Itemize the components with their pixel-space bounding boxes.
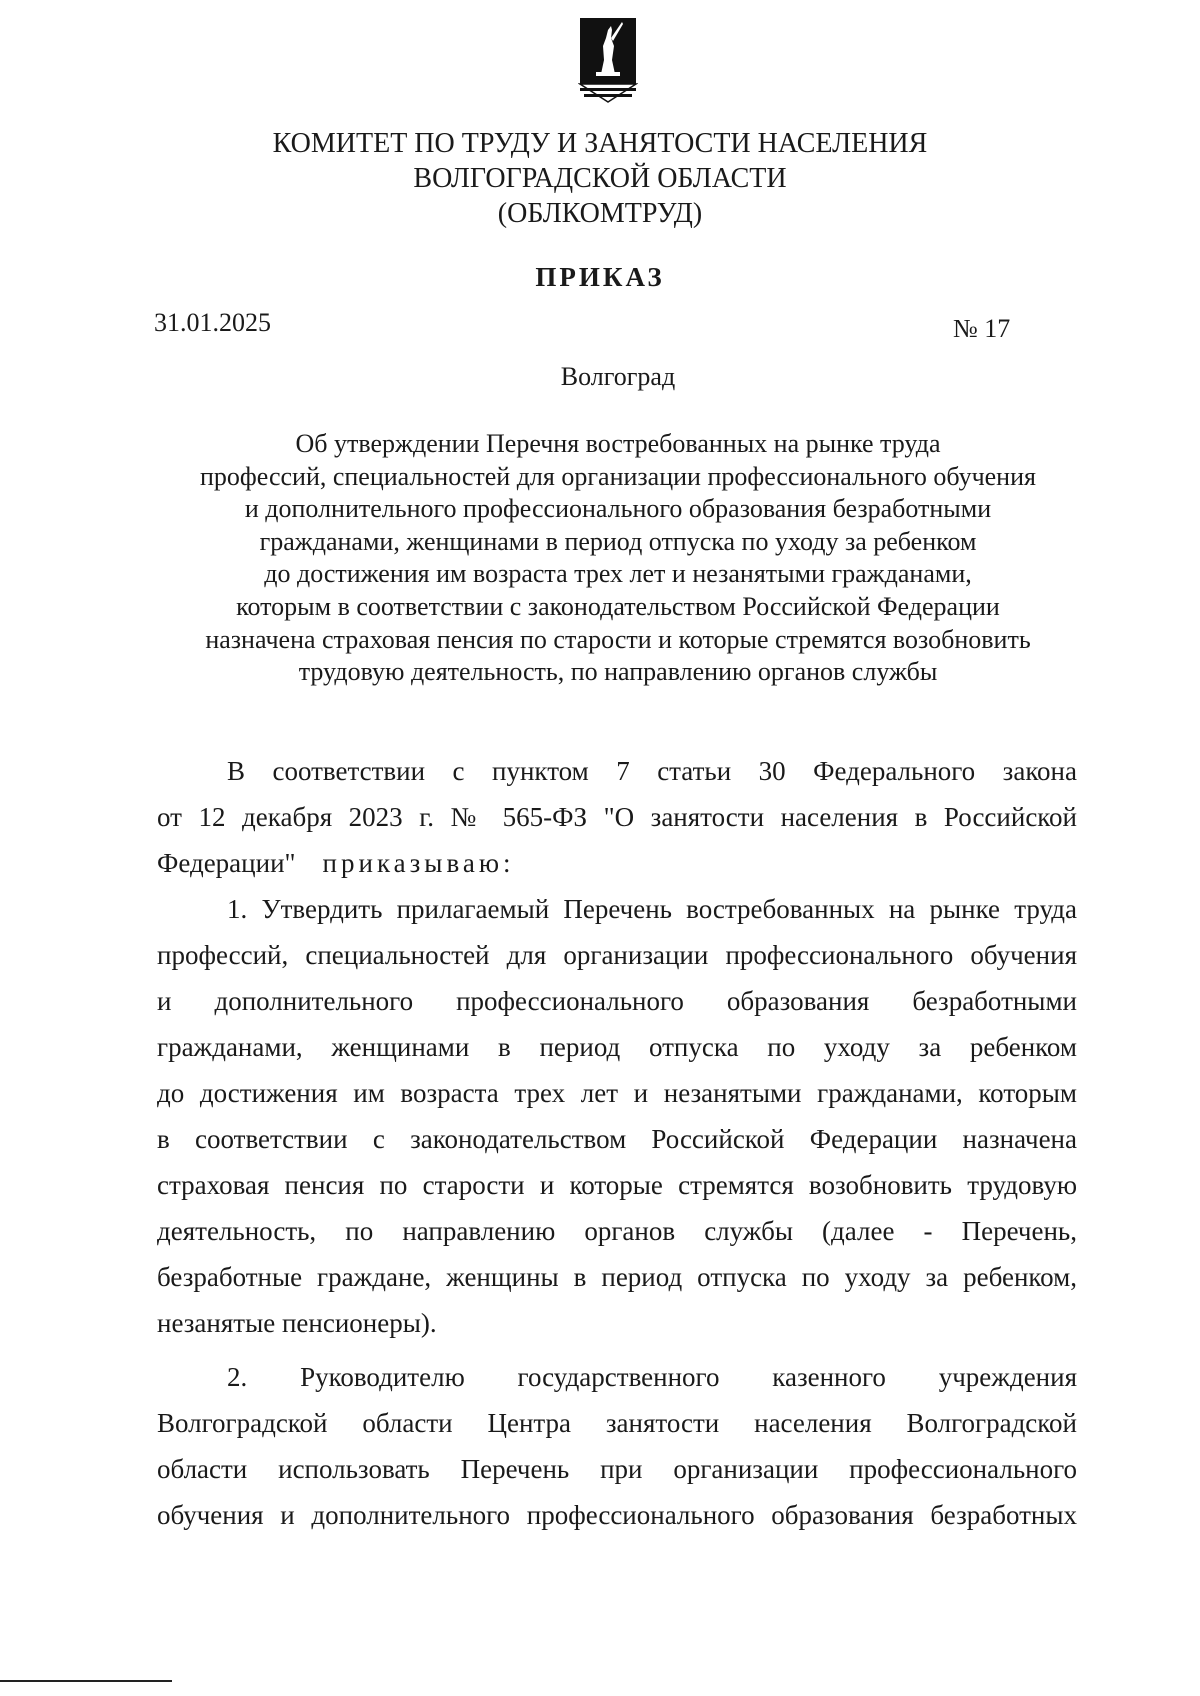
paragraph-1 — [157, 886, 1077, 1346]
body-line: в соответствии с законодательством Российской Федерации назначена — [157, 1124, 1077, 1154]
order-word: приказываю: — [322, 848, 515, 878]
body-line: безработные граждане, женщины в период отпуска по уходу за ребенком, — [157, 1262, 1077, 1292]
title-line: трудовую деятельность, по направлению органов службы — [298, 657, 938, 687]
document-date: 31.01.2025 — [154, 308, 271, 337]
paragraph-2 — [157, 1354, 1077, 1538]
body-line: страховая пенсия по старости и которые стремятся возобновить трудовую — [157, 1170, 1077, 1200]
body-line: 2. Руководителю государственного казенного учреждения — [227, 1362, 1077, 1392]
body-line: Волгоградской области Центра занятости населения Волгоградской — [157, 1408, 1077, 1438]
body-line: незанятые пенсионеры). — [157, 1308, 437, 1338]
title-line: профессий, специальностей для организации профессионального обучения — [200, 461, 1036, 491]
body-line: от 12 декабря 2023 г. № 565-ФЗ "О занятости населения в Российской — [157, 802, 1077, 832]
body-line: деятельность, по направлению органов службы (далее - Перечень, — [157, 1216, 1077, 1246]
volgograd-emblem-icon — [578, 16, 638, 104]
body-line: профессий, специальностей для организации профессионального обучения — [157, 940, 1077, 970]
preamble — [157, 748, 1077, 886]
body-line — [157, 840, 1077, 886]
body-line: области использовать Перечень при организации профессионального — [157, 1454, 1077, 1484]
body-line: 1. Утвердить прилагаемый Перечень востребованных на рынке труда — [227, 894, 1077, 924]
title-line: до достижения им возраста трех лет и незанятыми гражданами, — [264, 559, 972, 589]
document-type: ПРИКАЗ — [535, 262, 665, 292]
title-line: которым в соответствии с законодательством Российской Федерации — [236, 591, 1000, 621]
preamble-federation: Федерации" — [157, 848, 296, 878]
body-line: и дополнительного профессионального образования безработными — [157, 986, 1077, 1016]
document-body — [157, 748, 1077, 1538]
org-name-line-3: (ОБЛКОМТРУД) — [497, 198, 703, 229]
body-line: В соответствии с пунктом 7 статьи 30 Федерального закона — [227, 756, 1077, 786]
title-line: Об утверждении Перечня востребованных на рынке труда — [295, 429, 941, 458]
body-line: гражданами, женщинами в период отпуска по уходу за ребенком — [157, 1032, 1077, 1062]
title-line: гражданами, женщинами в период отпуска по уходу за ребенком — [259, 526, 977, 556]
org-name-line-1: КОМИТЕТ ПО ТРУДУ И ЗАНЯТОСТИ НАСЕЛЕНИЯ — [272, 128, 928, 159]
title-line: назначена страховая пенсия по старости и которые стремятся возобновить — [205, 624, 1031, 654]
org-name-line-2: ВОЛГОГРАДСКОЙ ОБЛАСТИ — [413, 163, 787, 194]
organization-header — [0, 126, 1200, 231]
document-city: Волгоград — [560, 362, 676, 391]
document-title — [0, 428, 1200, 689]
title-line: и дополнительного профессионального образования безработными — [244, 494, 992, 524]
body-line: до достижения им возраста трех лет и незанятыми гражданами, которым — [157, 1078, 1077, 1108]
footer-rule — [0, 1680, 172, 1682]
body-line: обучения и дополнительного профессионального образования безработных — [157, 1500, 1077, 1530]
document-number: № 17 — [953, 314, 1011, 343]
